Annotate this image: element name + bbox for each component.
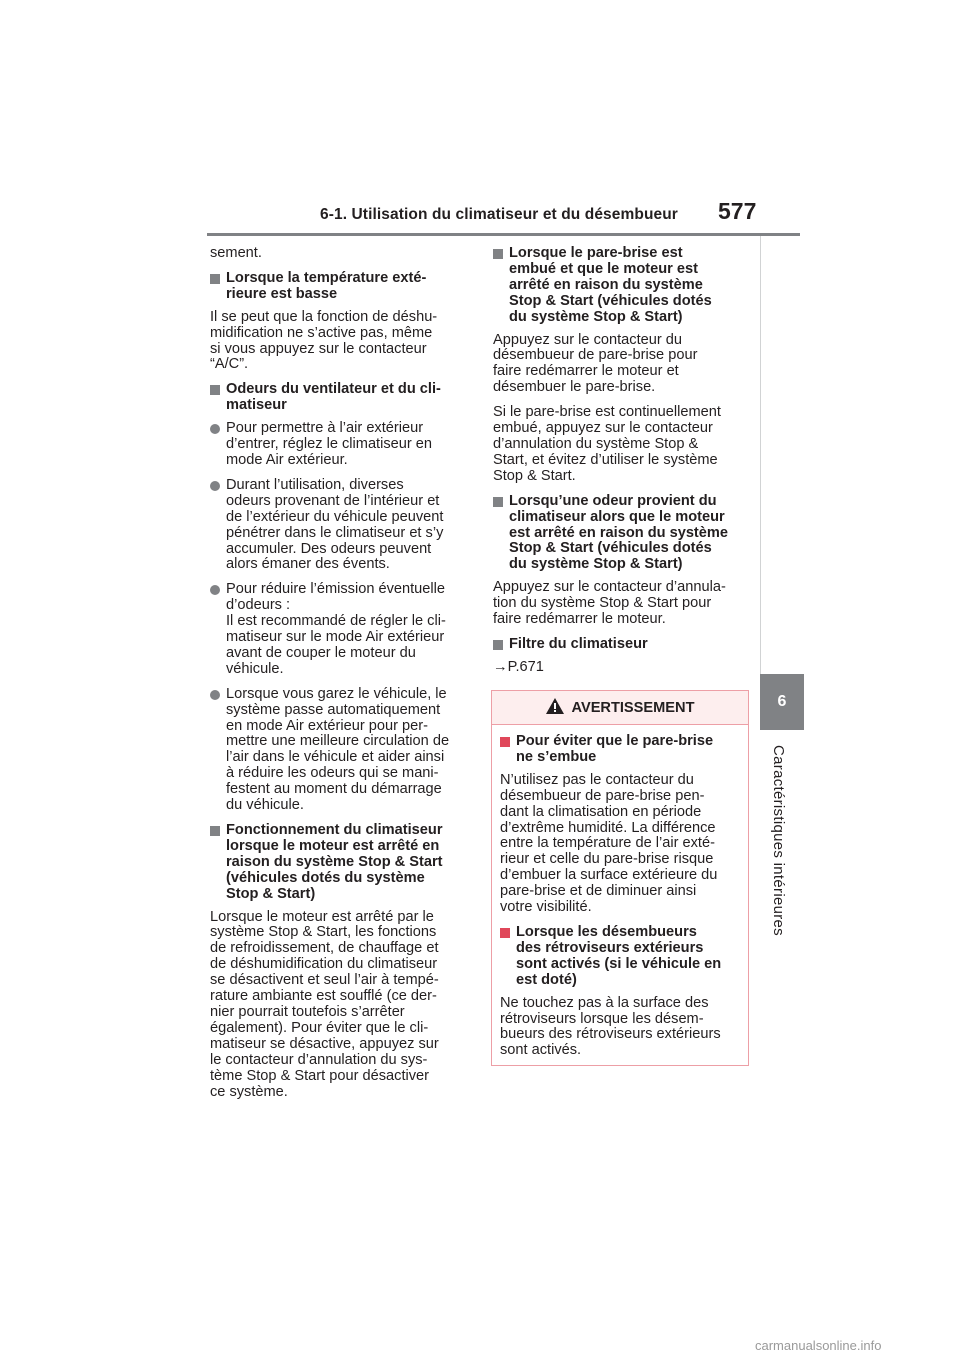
paragraph: Lorsque le moteur est arrêté par le système Stop & Start, les fonctions de refroidissement, de chauffage et de déshumidification du climatiseur se désactivent et seul l’air à tempé- rature ambiante est soufflé (ce der- nier pourrait toutefois s’arrêter également). Pour éviter que le cli- matiseur se désactive, appuyez sur le contacteur d’annulation du sys- tème Stop & Start pour désactiver ce système. (210, 908, 439, 1100)
section-heading (493, 637, 753, 653)
right-column (493, 246, 753, 685)
header-divider (207, 233, 800, 236)
chapter-tab[interactable]: 6 (760, 674, 804, 730)
heading-text: Filtre du climatiseur (509, 635, 648, 652)
section-heading (210, 271, 466, 303)
round-bullet-icon (210, 690, 220, 700)
bullet-item (210, 478, 466, 573)
bullet-text: Pour permettre à l’air extérieur d’entrer, réglez le climatiseur en mode Air extérieur. (226, 420, 433, 468)
warning-heading (500, 734, 740, 766)
chapter-label: Caractéristiques intérieures (770, 745, 787, 936)
heading-text: Lorsqu’une odeur provient du climatiseur alors que le moteur est arrêté en raison du système Stop & Start (véhicules dotés du système Stop & Start) (509, 492, 729, 573)
page-header-title: 6-1. Utilisation du climatiseur et du désembueur (320, 206, 678, 223)
square-bullet-icon (493, 249, 503, 259)
bullet-text: Lorsque vous garez le véhicule, le système passe automatiquement en mode Air extérieur pour per- mettre une meilleure circulation de l’air dans le véhicule et aider ainsi à réduire les odeurs qui se mani- festent au moment du démarrage du véhicule. (226, 685, 450, 814)
heading-text: Odeurs du ventilateur et du cli- matiseur (226, 381, 441, 414)
heading-text: Lorsque les désembueurs des rétroviseurs extérieurs sont activés (si le véhicule en est doté) (516, 923, 722, 988)
paragraph: Il se peut que la fonction de déshu- midification ne s’active pas, même si vous appuyez sur le contacteur “A/C”. (210, 308, 438, 373)
section-heading (493, 246, 753, 326)
paragraph: Appuyez sur le contacteur du désembueur de pare-brise pour faire redémarrer le moteur et désembuer le pare-brise. (493, 331, 698, 396)
paragraph: Ne touchez pas à la surface des rétroviseurs lorsque les désem- bueurs des rétroviseurs extérieurs sont activés. (500, 994, 721, 1059)
paragraph: N’utilisez pas le contacteur du désembueur de pare-brise pen- dant la climatisation en période d’extrême humidité. La différence entre la température de l’air exté- rieur et celle du pare-brise risque d’embuer la surface extérieure du pare-brise et de diminuer ainsi votre visibilité. (500, 771, 718, 916)
paragraph: Si le pare-brise est continuellement embué, appuyez sur le contacteur d’annulation du système Stop & Start, et évitez d’utiliser le système Stop & Start. (493, 404, 721, 484)
square-bullet-icon (210, 826, 220, 836)
warning-heading (500, 925, 740, 989)
warning-triangle-icon (546, 698, 564, 718)
paragraph: sement. (210, 245, 262, 261)
paragraph: Appuyez sur le contacteur d’annula- tion du système Stop & Start pour faire redémarrer le moteur. (493, 579, 726, 628)
square-bullet-icon (210, 274, 220, 284)
warning-box (491, 690, 749, 1066)
section-heading (210, 382, 466, 414)
page-reference-link[interactable]: →P.671 (493, 658, 544, 675)
bullet-text: Durant l’utilisation, diverses odeurs provenant de l’intérieur et de l’extérieur du véhicule peuvent pénétrer dans le climatiseur et s’y accumuler. Des odeurs peuvent alors émaner des évents. (226, 476, 444, 573)
side-tab-rule (760, 236, 805, 674)
bullet-text: Pour réduire l’émission éventuelle d’odeurs : Il est recommandé de régler le cli- matiseur sur le mode Air extérieur avant de couper le moteur du véhicule. (226, 581, 446, 677)
round-bullet-icon (210, 481, 220, 491)
square-bullet-icon (493, 640, 503, 650)
heading-text: Fonctionnement du climatiseur lorsque le moteur est arrêté en raison du système Stop & Start (véhicules dotés du système Stop & Start) (226, 822, 443, 902)
section-heading (493, 494, 753, 574)
watermark-text: carmanualsonline.info (755, 1338, 882, 1353)
heading-text: Pour éviter que le pare-brise ne s’embue (516, 733, 714, 765)
round-bullet-icon (210, 424, 220, 434)
square-bullet-icon (210, 385, 220, 395)
section-heading (210, 823, 466, 903)
left-column (210, 246, 466, 1109)
warning-body (492, 725, 748, 1059)
round-bullet-icon (210, 585, 220, 595)
warning-title: AVERTISSEMENT (571, 699, 695, 716)
heading-text: Lorsque la température exté- rieure est basse (226, 269, 427, 302)
square-bullet-icon (500, 928, 510, 938)
page-number: 577 (718, 198, 757, 224)
bullet-item (210, 582, 466, 677)
square-bullet-icon (493, 497, 503, 507)
heading-text: Lorsque le pare-brise est embué et que le moteur est arrêté en raison du système Stop & Start (véhicules dotés du système Stop & Start) (509, 245, 712, 325)
bullet-item (210, 421, 466, 469)
bullet-item (210, 687, 466, 814)
warning-header (492, 691, 748, 725)
square-bullet-icon (500, 737, 510, 747)
